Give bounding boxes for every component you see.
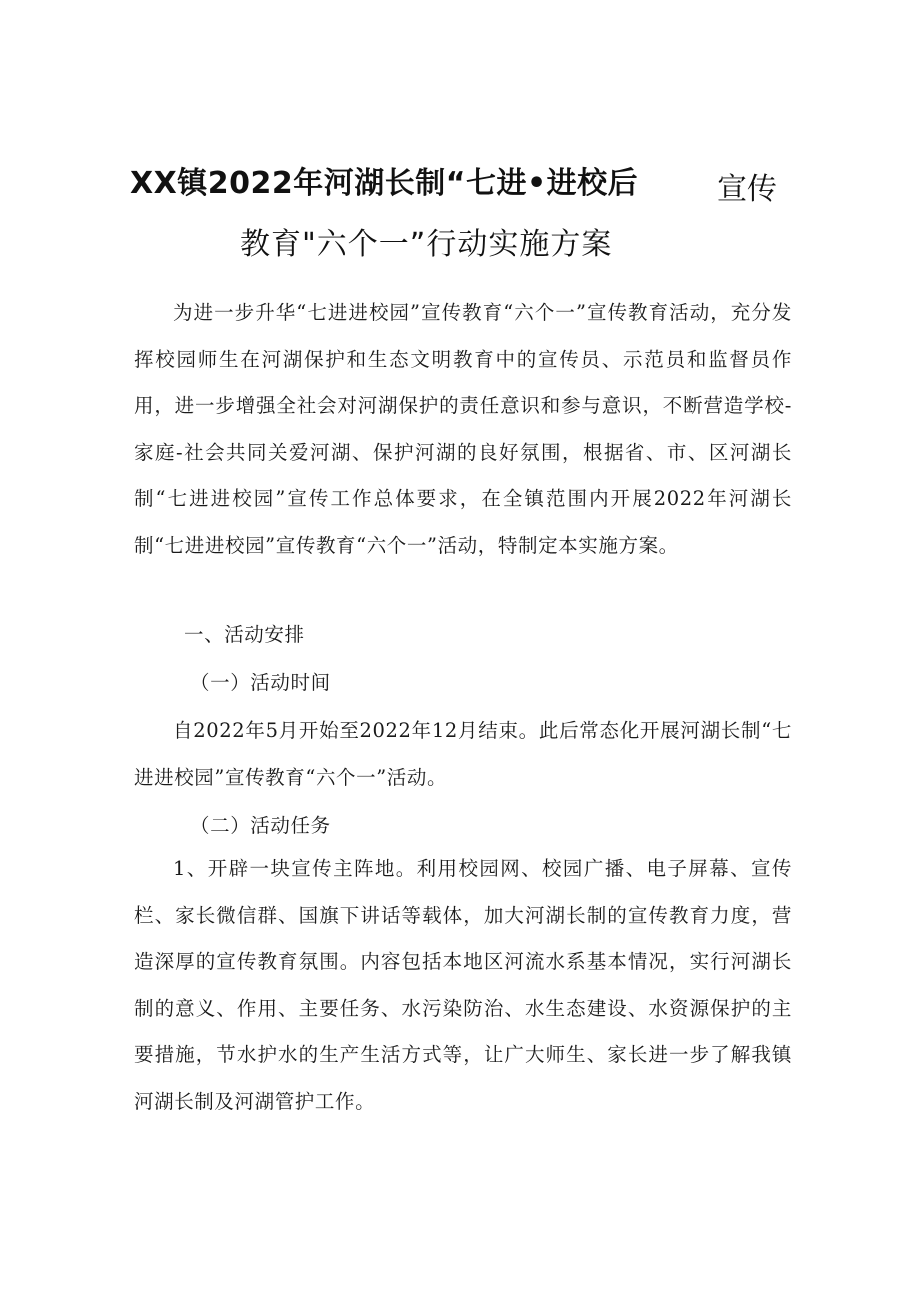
subsection-heading-activity-time: （一）活动时间: [190, 671, 331, 694]
activity-time-paragraph: 自2022年5月开始至2022年12月结束。此后常态化开展河湖长制“七进进校园”宣传教育“六个一”活动。: [134, 719, 792, 789]
intro-paragraph: 为进一步升华“七进进校园”宣传教育“六个一”宣传教育活动，充分发挥校园师生在河湖保护和生态文明教育中的宣传员、示范员和监督员作用，进一步增强全社会对河湖保护的责任意识和参与意识，不断营造学校-家庭-社会共同关爱河湖、保护河湖的良好氛围，根据省、市、区河湖长制“七进进校园”宣传工作总体要求，在全镇范围内开展2022年河湖长制“七进进校园”宣传教育“六个一”活动，特制定本实施方案。: [134, 301, 792, 557]
document-title-line2: 教育"六个一”行动实施方案: [240, 227, 613, 262]
document-title-line1-tail: 宣传: [717, 172, 777, 207]
subsection-heading-activity-tasks: （二）活动任务: [190, 814, 331, 837]
task1-paragraph: 1、开辟一块宣传主阵地。利用校园网、校园广播、电子屏幕、宣传栏、家长微信群、国旗下讲话等载体，加大河湖长制的宣传教育力度，营造深厚的宣传教育氛围。内容包括本地区河流水系基本情况，实行河湖长制的意义、作用、主要任务、水污染防治、水生态建设、水资源保护的主要措施，节水护水的生产生活方式等，让广大师生、家长进一步了解我镇河湖长制及河湖管护工作。: [134, 857, 792, 1113]
section-heading-activity-arrangement: 一、活动安排: [184, 623, 305, 646]
document-title-line1: XX镇2022年河湖长制“七进•进校后: [130, 166, 639, 201]
